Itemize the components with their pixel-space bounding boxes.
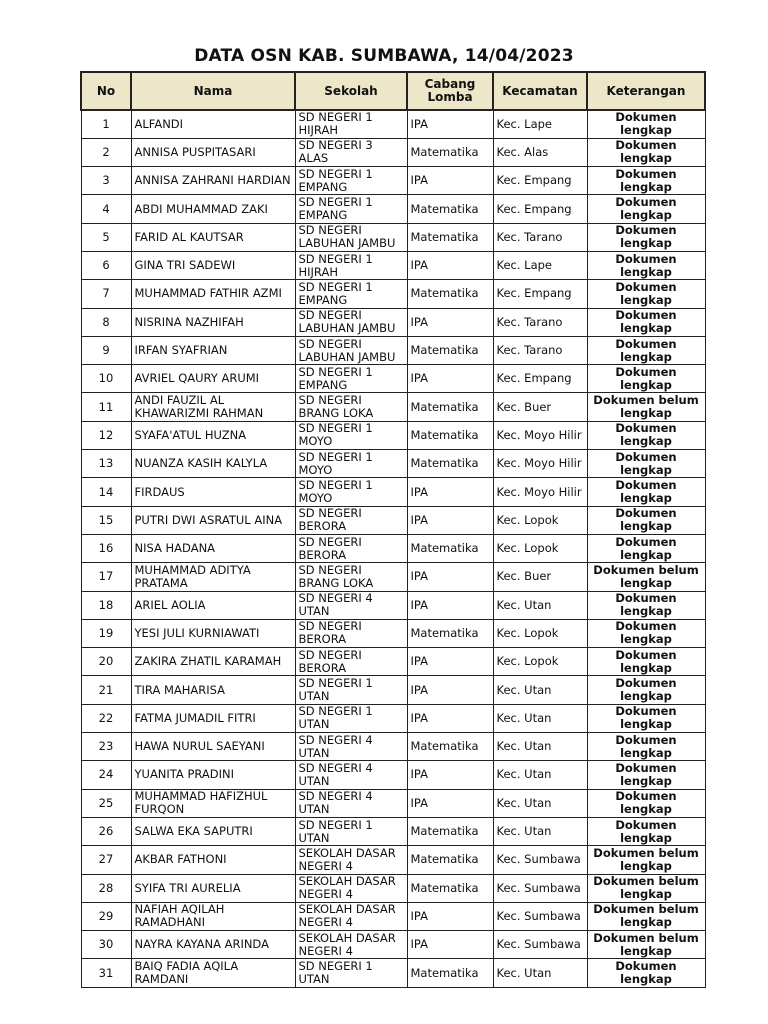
cell-no: 5 [81, 223, 131, 251]
cell-kecamatan: Kec. Moyo Hilir [493, 450, 587, 478]
cell-nama: ABDI MUHAMMAD ZAKI [131, 195, 295, 223]
cell-cabang: Matematika [407, 138, 493, 166]
cell-nama: SYIFA TRI AURELIA [131, 874, 295, 902]
cell-nama: ZAKIRA ZHATIL KARAMAH [131, 648, 295, 676]
cell-no: 25 [81, 789, 131, 817]
cell-kecamatan: Kec. Lopok [493, 506, 587, 534]
table-row [81, 619, 705, 647]
cell-sekolah: SEKOLAH DASAR NEGERI 4 [295, 902, 407, 930]
table-row [81, 959, 705, 987]
cell-cabang: IPA [407, 648, 493, 676]
cell-no: 20 [81, 648, 131, 676]
table-row [81, 138, 705, 166]
cell-nama: HAWA NURUL SAEYANI [131, 733, 295, 761]
cell-kecamatan: Kec. Sumbawa [493, 902, 587, 930]
cell-keterangan: Dokumen belum lengkap [587, 902, 705, 930]
table-row [81, 563, 705, 591]
cell-keterangan: Dokumen lengkap [587, 251, 705, 279]
cell-keterangan: Dokumen belum lengkap [587, 563, 705, 591]
cell-cabang: IPA [407, 167, 493, 195]
cell-nama: ARIEL AOLIA [131, 591, 295, 619]
cell-cabang: Matematika [407, 421, 493, 449]
cell-sekolah: SD NEGERI 1 EMPANG [295, 167, 407, 195]
cell-kecamatan: Kec. Utan [493, 789, 587, 817]
cell-no: 3 [81, 167, 131, 195]
table-row [81, 676, 705, 704]
cell-nama: NUANZA KASIH KALYLA [131, 450, 295, 478]
cell-no: 27 [81, 846, 131, 874]
cell-cabang: Matematika [407, 393, 493, 421]
cell-nama: MUHAMMAD HAFIZHUL FURQON [131, 789, 295, 817]
table-row [81, 874, 705, 902]
cell-sekolah: SD NEGERI 1 MOYO [295, 450, 407, 478]
cell-keterangan: Dokumen lengkap [587, 110, 705, 138]
cell-kecamatan: Kec. Utan [493, 817, 587, 845]
cell-nama: SALWA EKA SAPUTRI [131, 817, 295, 845]
table-row [81, 817, 705, 845]
cell-sekolah: SD NEGERI 1 HIJRAH [295, 251, 407, 279]
cell-kecamatan: Kec. Tarano [493, 308, 587, 336]
cell-nama: BAIQ FADIA AQILA RAMDANI [131, 959, 295, 987]
cell-nama: NISRINA NAZHIFAH [131, 308, 295, 336]
cell-no: 8 [81, 308, 131, 336]
cell-cabang: IPA [407, 761, 493, 789]
cell-sekolah: SD NEGERI LABUHAN JAMBU [295, 223, 407, 251]
cell-cabang: IPA [407, 563, 493, 591]
cell-keterangan: Dokumen lengkap [587, 591, 705, 619]
cell-keterangan: Dokumen lengkap [587, 223, 705, 251]
cell-kecamatan: Kec. Empang [493, 280, 587, 308]
cell-no: 19 [81, 619, 131, 647]
table-row [81, 902, 705, 930]
cell-sekolah: SD NEGERI 1 EMPANG [295, 280, 407, 308]
cell-nama: ANDI FAUZIL AL KHAWARIZMI RAHMAN [131, 393, 295, 421]
cell-cabang: IPA [407, 676, 493, 704]
cell-cabang: IPA [407, 789, 493, 817]
table-row [81, 280, 705, 308]
cell-keterangan: Dokumen lengkap [587, 789, 705, 817]
cell-keterangan: Dokumen lengkap [587, 817, 705, 845]
cell-keterangan: Dokumen lengkap [587, 733, 705, 761]
cell-no: 1 [81, 110, 131, 138]
cell-kecamatan: Kec. Alas [493, 138, 587, 166]
cell-no: 15 [81, 506, 131, 534]
cell-no: 14 [81, 478, 131, 506]
cell-no: 18 [81, 591, 131, 619]
cell-nama: ANNISA ZAHRANI HARDIAN [131, 167, 295, 195]
cell-kecamatan: Kec. Empang [493, 365, 587, 393]
cell-no: 4 [81, 195, 131, 223]
cell-no: 9 [81, 336, 131, 364]
cell-nama: SYAFA'ATUL HUZNA [131, 421, 295, 449]
table-row [81, 110, 705, 138]
cell-nama: GINA TRI SADEWI [131, 251, 295, 279]
cell-nama: TIRA MAHARISA [131, 676, 295, 704]
cell-cabang: IPA [407, 308, 493, 336]
cell-sekolah: SD NEGERI 3 ALAS [295, 138, 407, 166]
cell-nama: NISA HADANA [131, 534, 295, 562]
cell-no: 10 [81, 365, 131, 393]
header-sekolah: Sekolah [295, 72, 407, 110]
table-row [81, 308, 705, 336]
cell-sekolah: SD NEGERI 1 UTAN [295, 676, 407, 704]
table-row [81, 336, 705, 364]
cell-sekolah: SD NEGERI 1 HIJRAH [295, 110, 407, 138]
table-row [81, 223, 705, 251]
cell-cabang: IPA [407, 591, 493, 619]
cell-kecamatan: Kec. Utan [493, 676, 587, 704]
cell-sekolah: SEKOLAH DASAR NEGERI 4 [295, 931, 407, 959]
cell-cabang: IPA [407, 365, 493, 393]
table-row [81, 591, 705, 619]
cell-nama: FARID AL KAUTSAR [131, 223, 295, 251]
cell-kecamatan: Kec. Utan [493, 959, 587, 987]
cell-keterangan: Dokumen lengkap [587, 959, 705, 987]
cell-no: 28 [81, 874, 131, 902]
cell-cabang: Matematika [407, 619, 493, 647]
table-row [81, 704, 705, 732]
cell-cabang: Matematika [407, 959, 493, 987]
cell-keterangan: Dokumen lengkap [587, 704, 705, 732]
cell-cabang: Matematika [407, 874, 493, 902]
cell-kecamatan: Kec. Moyo Hilir [493, 421, 587, 449]
table-row [81, 648, 705, 676]
cell-kecamatan: Kec. Buer [493, 563, 587, 591]
cell-nama: MUHAMMAD FATHIR AZMI [131, 280, 295, 308]
cell-no: 17 [81, 563, 131, 591]
cell-keterangan: Dokumen lengkap [587, 506, 705, 534]
cell-nama: ALFANDI [131, 110, 295, 138]
cell-kecamatan: Kec. Utan [493, 733, 587, 761]
cell-nama: YESI JULI KURNIAWATI [131, 619, 295, 647]
cell-keterangan: Dokumen lengkap [587, 138, 705, 166]
cell-no: 31 [81, 959, 131, 987]
cell-nama: IRFAN SYAFRIAN [131, 336, 295, 364]
cell-kecamatan: Kec. Lopok [493, 534, 587, 562]
header-kecamatan: Kecamatan [493, 72, 587, 110]
cell-cabang: Matematika [407, 817, 493, 845]
cell-keterangan: Dokumen lengkap [587, 450, 705, 478]
cell-sekolah: SD NEGERI 1 EMPANG [295, 195, 407, 223]
cell-sekolah: SEKOLAH DASAR NEGERI 4 [295, 846, 407, 874]
table-row [81, 534, 705, 562]
header-nama: Nama [131, 72, 295, 110]
cell-cabang: Matematika [407, 280, 493, 308]
cell-keterangan: Dokumen lengkap [587, 365, 705, 393]
cell-cabang: IPA [407, 478, 493, 506]
cell-kecamatan: Kec. Utan [493, 591, 587, 619]
cell-kecamatan: Kec. Lopok [493, 648, 587, 676]
cell-kecamatan: Kec. Empang [493, 167, 587, 195]
participants-table [80, 71, 706, 988]
cell-cabang: Matematika [407, 846, 493, 874]
table-row [81, 421, 705, 449]
table-row [81, 761, 705, 789]
header-cabang: Cabang Lomba [407, 72, 493, 110]
cell-keterangan: Dokumen lengkap [587, 167, 705, 195]
cell-keterangan: Dokumen lengkap [587, 619, 705, 647]
cell-cabang: IPA [407, 110, 493, 138]
cell-no: 24 [81, 761, 131, 789]
cell-sekolah: SD NEGERI 4 UTAN [295, 789, 407, 817]
table-row [81, 846, 705, 874]
cell-keterangan: Dokumen lengkap [587, 308, 705, 336]
cell-sekolah: SD NEGERI 1 MOYO [295, 421, 407, 449]
cell-keterangan: Dokumen lengkap [587, 280, 705, 308]
table-row [81, 789, 705, 817]
cell-no: 29 [81, 902, 131, 930]
cell-sekolah: SD NEGERI BRANG LOKA [295, 393, 407, 421]
page-title: DATA OSN KAB. SUMBAWA, 14/04/2023 [194, 46, 574, 66]
cell-no: 22 [81, 704, 131, 732]
cell-cabang: IPA [407, 931, 493, 959]
cell-kecamatan: Kec. Empang [493, 195, 587, 223]
cell-no: 16 [81, 534, 131, 562]
cell-kecamatan: Kec. Sumbawa [493, 931, 587, 959]
cell-keterangan: Dokumen lengkap [587, 761, 705, 789]
cell-sekolah: SD NEGERI 1 UTAN [295, 817, 407, 845]
cell-kecamatan: Kec. Utan [493, 704, 587, 732]
cell-no: 12 [81, 421, 131, 449]
cell-sekolah: SD NEGERI BRANG LOKA [295, 563, 407, 591]
cell-sekolah: SD NEGERI BERORA [295, 648, 407, 676]
cell-sekolah: SD NEGERI 1 EMPANG [295, 365, 407, 393]
cell-cabang: Matematika [407, 450, 493, 478]
table-row [81, 393, 705, 421]
cell-sekolah: SD NEGERI LABUHAN JAMBU [295, 308, 407, 336]
cell-nama: AVRIEL QAURY ARUMI [131, 365, 295, 393]
cell-nama: FIRDAUS [131, 478, 295, 506]
cell-sekolah: SD NEGERI LABUHAN JAMBU [295, 336, 407, 364]
cell-no: 13 [81, 450, 131, 478]
cell-nama: NAYRA KAYANA ARINDA [131, 931, 295, 959]
cell-no: 30 [81, 931, 131, 959]
cell-nama: PUTRI DWI ASRATUL AINA [131, 506, 295, 534]
cell-keterangan: Dokumen lengkap [587, 676, 705, 704]
cell-keterangan: Dokumen lengkap [587, 478, 705, 506]
cell-kecamatan: Kec. Lape [493, 110, 587, 138]
table-row [81, 506, 705, 534]
cell-kecamatan: Kec. Buer [493, 393, 587, 421]
cell-cabang: IPA [407, 902, 493, 930]
cell-keterangan: Dokumen lengkap [587, 421, 705, 449]
cell-sekolah: SD NEGERI 1 UTAN [295, 959, 407, 987]
cell-nama: NAFIAH AQILAH RAMADHANI [131, 902, 295, 930]
table-row [81, 167, 705, 195]
cell-sekolah: SD NEGERI 4 UTAN [295, 733, 407, 761]
cell-keterangan: Dokumen lengkap [587, 336, 705, 364]
cell-no: 21 [81, 676, 131, 704]
cell-cabang: IPA [407, 506, 493, 534]
cell-kecamatan: Kec. Sumbawa [493, 846, 587, 874]
cell-keterangan: Dokumen belum lengkap [587, 931, 705, 959]
cell-kecamatan: Kec. Moyo Hilir [493, 478, 587, 506]
cell-kecamatan: Kec. Lopok [493, 619, 587, 647]
cell-cabang: Matematika [407, 195, 493, 223]
cell-nama: FATMA JUMADIL FITRI [131, 704, 295, 732]
cell-no: 26 [81, 817, 131, 845]
cell-keterangan: Dokumen belum lengkap [587, 874, 705, 902]
cell-sekolah: SD NEGERI 4 UTAN [295, 591, 407, 619]
cell-no: 6 [81, 251, 131, 279]
cell-kecamatan: Kec. Tarano [493, 336, 587, 364]
cell-no: 23 [81, 733, 131, 761]
cell-nama: ANNISA PUSPITASARI [131, 138, 295, 166]
cell-nama: AKBAR FATHONI [131, 846, 295, 874]
cell-kecamatan: Kec. Sumbawa [493, 874, 587, 902]
cell-sekolah: SD NEGERI 1 MOYO [295, 478, 407, 506]
table-row [81, 931, 705, 959]
cell-sekolah: SD NEGERI BERORA [295, 506, 407, 534]
table-row [81, 733, 705, 761]
cell-keterangan: Dokumen belum lengkap [587, 393, 705, 421]
cell-sekolah: SD NEGERI BERORA [295, 619, 407, 647]
cell-kecamatan: Kec. Tarano [493, 223, 587, 251]
cell-no: 11 [81, 393, 131, 421]
header-keterangan: Keterangan [587, 72, 705, 110]
cell-kecamatan: Kec. Lape [493, 251, 587, 279]
cell-sekolah: SD NEGERI BERORA [295, 534, 407, 562]
cell-nama: YUANITA PRADINI [131, 761, 295, 789]
cell-keterangan: Dokumen belum lengkap [587, 846, 705, 874]
cell-sekolah: SD NEGERI 4 UTAN [295, 761, 407, 789]
cell-kecamatan: Kec. Utan [493, 761, 587, 789]
cell-keterangan: Dokumen lengkap [587, 648, 705, 676]
cell-keterangan: Dokumen lengkap [587, 534, 705, 562]
table-row [81, 478, 705, 506]
cell-no: 7 [81, 280, 131, 308]
cell-keterangan: Dokumen lengkap [587, 195, 705, 223]
cell-sekolah: SEKOLAH DASAR NEGERI 4 [295, 874, 407, 902]
table-row [81, 195, 705, 223]
table-header-row [81, 72, 705, 110]
cell-nama: MUHAMMAD ADITYA PRATAMA [131, 563, 295, 591]
table-row [81, 365, 705, 393]
table-row [81, 251, 705, 279]
cell-cabang: Matematika [407, 336, 493, 364]
cell-cabang: IPA [407, 704, 493, 732]
header-no: No [81, 72, 131, 110]
cell-cabang: Matematika [407, 534, 493, 562]
cell-sekolah: SD NEGERI 1 UTAN [295, 704, 407, 732]
table-body [81, 110, 705, 987]
cell-cabang: Matematika [407, 223, 493, 251]
cell-no: 2 [81, 138, 131, 166]
cell-cabang: IPA [407, 251, 493, 279]
cell-cabang: Matematika [407, 733, 493, 761]
table-row [81, 450, 705, 478]
